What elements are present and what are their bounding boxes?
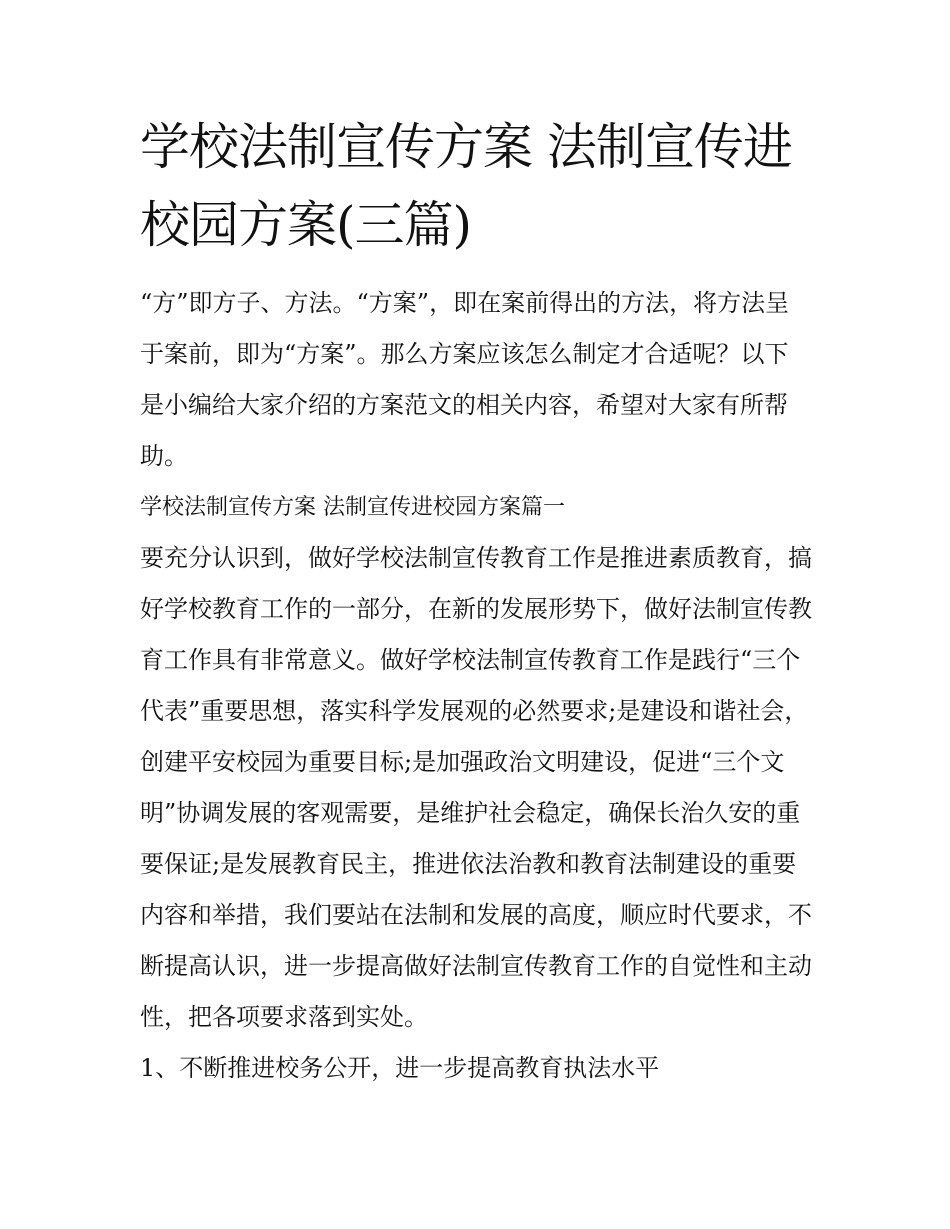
section-heading: 学校法制宣传方案 法制宣传进校园方案篇一 <box>140 495 565 520</box>
numbered-item: 1、不断推进校务公开，进一步提高教育执法水平 <box>140 1054 660 1082</box>
document-title: 学校法制宣传方案 法制宣传进校园方案(三篇) <box>140 118 792 254</box>
body-paragraph: 要充分认识到，做好学校法制宣传教育工作是推进素质教育，搞好学校教育工作的一部分，在新的发展形势下，做好法制宣传教育工作具有非常意义。做好学校法制宣传教育工作是践行“三个代表”重要思想，落实科学发展观的必然要求;是建设和谐社会，创建平安校园为重要目标;是加强政治文明建设，促进“三个文明”协调发展的客观需要，是维护社会稳定，确保长治久安的重要保证;是发展教育民主，推进依法治教和教育法制建设的重要内容和举措，我们要站在法制和发展的高度，顺应时代要求，不断提高认识，进一步提高做好法制宣传教育工作的自觉性和主动性，把各项要求落到实处。 <box>140 544 812 1031</box>
intro-paragraph: “方”即方子、方法。“方案”，即在案前得出的方法，将方法呈于案前，即为“方案”。那么方案应该怎么制定才合适呢？以下是小编给大家介绍的方案范文的相关内容，希望对大家有所帮助。 <box>140 289 790 470</box>
document-body <box>140 108 812 1094</box>
